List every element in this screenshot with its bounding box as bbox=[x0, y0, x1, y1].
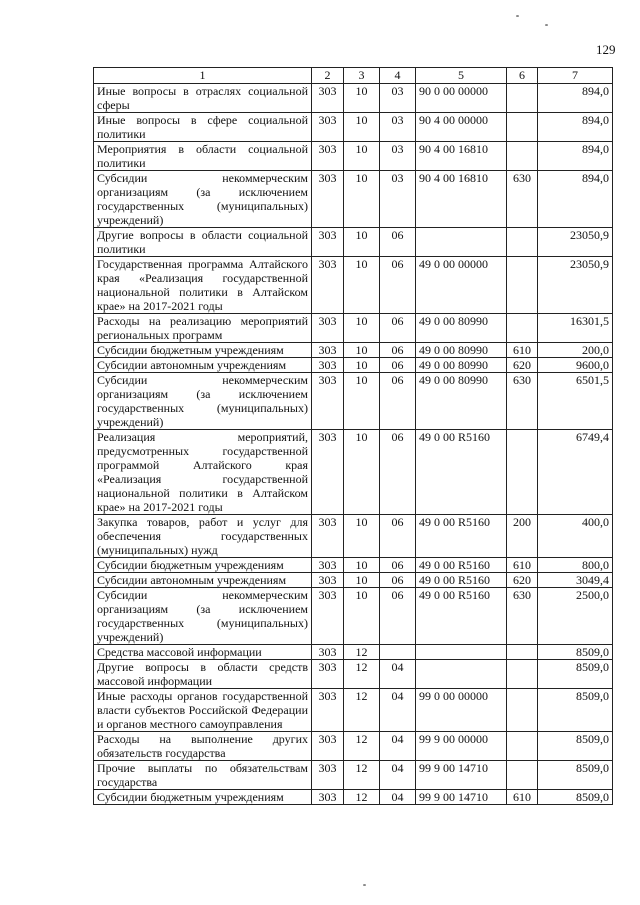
item-name-cell: Субсидии бюджетным учреждениям bbox=[94, 343, 312, 358]
table-row bbox=[94, 588, 613, 645]
admin-code-cell: 303 bbox=[312, 761, 344, 790]
target-article-cell bbox=[416, 645, 507, 660]
amount-cell: 8509,0 bbox=[538, 660, 613, 689]
table-row bbox=[94, 761, 613, 790]
expense-type-cell bbox=[507, 732, 538, 761]
target-article-cell: 49 0 00 R5160 bbox=[416, 515, 507, 558]
subsection-cell: 03 bbox=[380, 171, 416, 228]
item-name-cell: Средства массовой информации bbox=[94, 645, 312, 660]
target-article-cell: 49 0 00 80990 bbox=[416, 373, 507, 430]
target-article-cell: 49 0 00 80990 bbox=[416, 343, 507, 358]
section-cell: 10 bbox=[344, 373, 380, 430]
item-name-cell: Субсидии бюджетным учреждениям bbox=[94, 790, 312, 805]
section-cell: 12 bbox=[344, 689, 380, 732]
subsection-cell: 04 bbox=[380, 732, 416, 761]
table-row bbox=[94, 142, 613, 171]
expense-type-cell: 610 bbox=[507, 343, 538, 358]
expense-type-cell: 620 bbox=[507, 358, 538, 373]
subsection-cell: 06 bbox=[380, 314, 416, 343]
table-body bbox=[94, 84, 613, 805]
admin-code-cell: 303 bbox=[312, 732, 344, 761]
section-cell: 12 bbox=[344, 660, 380, 689]
amount-cell: 8509,0 bbox=[538, 645, 613, 660]
admin-code-cell: 303 bbox=[312, 113, 344, 142]
table-row bbox=[94, 660, 613, 689]
expense-type-cell: 630 bbox=[507, 588, 538, 645]
section-cell: 10 bbox=[344, 515, 380, 558]
item-name-cell: Иные вопросы в сфере социальной политики bbox=[94, 113, 312, 142]
expense-type-cell: 610 bbox=[507, 790, 538, 805]
amount-cell: 8509,0 bbox=[538, 689, 613, 732]
expense-type-cell bbox=[507, 761, 538, 790]
header-row bbox=[94, 68, 613, 84]
expense-type-cell bbox=[507, 113, 538, 142]
section-cell: 10 bbox=[344, 113, 380, 142]
header-cell: 5 bbox=[416, 68, 507, 84]
amount-cell: 894,0 bbox=[538, 171, 613, 228]
target-article-cell: 49 0 00 80990 bbox=[416, 314, 507, 343]
section-cell: 10 bbox=[344, 142, 380, 171]
amount-cell: 8509,0 bbox=[538, 761, 613, 790]
item-name-cell: Реализация мероприятий, предусмотренных государственной программой Алтайского края «Реализация государственной национальной политики в Алтайском крае» на 2017-2021 годы bbox=[94, 430, 312, 515]
admin-code-cell: 303 bbox=[312, 573, 344, 588]
expense-type-cell bbox=[507, 257, 538, 314]
table-row bbox=[94, 84, 613, 113]
subsection-cell: 04 bbox=[380, 761, 416, 790]
target-article-cell: 49 0 00 R5160 bbox=[416, 588, 507, 645]
amount-cell: 6501,5 bbox=[538, 373, 613, 430]
subsection-cell bbox=[380, 645, 416, 660]
section-cell: 12 bbox=[344, 790, 380, 805]
amount-cell: 894,0 bbox=[538, 84, 613, 113]
expense-type-cell bbox=[507, 430, 538, 515]
item-name-cell: Субсидии некоммерческим организациям (за исключением государственных (муниципальных) учреждений) bbox=[94, 171, 312, 228]
section-cell: 12 bbox=[344, 761, 380, 790]
header-cell: 7 bbox=[538, 68, 613, 84]
amount-cell: 3049,4 bbox=[538, 573, 613, 588]
admin-code-cell: 303 bbox=[312, 588, 344, 645]
table-row bbox=[94, 314, 613, 343]
subsection-cell: 03 bbox=[380, 113, 416, 142]
table-row bbox=[94, 228, 613, 257]
expense-type-cell bbox=[507, 142, 538, 171]
table-row bbox=[94, 689, 613, 732]
subsection-cell: 06 bbox=[380, 588, 416, 645]
section-cell: 10 bbox=[344, 588, 380, 645]
section-cell: 10 bbox=[344, 358, 380, 373]
amount-cell: 8509,0 bbox=[538, 790, 613, 805]
item-name-cell: Субсидии бюджетным учреждениям bbox=[94, 558, 312, 573]
target-article-cell: 49 0 00 80990 bbox=[416, 358, 507, 373]
expense-type-cell bbox=[507, 228, 538, 257]
budget-table bbox=[93, 67, 613, 805]
subsection-cell: 06 bbox=[380, 430, 416, 515]
section-cell: 10 bbox=[344, 257, 380, 314]
table-row bbox=[94, 171, 613, 228]
expense-type-cell bbox=[507, 314, 538, 343]
admin-code-cell: 303 bbox=[312, 84, 344, 113]
table-row bbox=[94, 515, 613, 558]
scan-speck bbox=[363, 884, 366, 886]
expense-type-cell: 620 bbox=[507, 573, 538, 588]
expense-type-cell: 200 bbox=[507, 515, 538, 558]
target-article-cell: 90 0 00 00000 bbox=[416, 84, 507, 113]
item-name-cell: Мероприятия в области социальной политики bbox=[94, 142, 312, 171]
section-cell: 10 bbox=[344, 573, 380, 588]
admin-code-cell: 303 bbox=[312, 358, 344, 373]
item-name-cell: Субсидии автономным учреждениям bbox=[94, 573, 312, 588]
admin-code-cell: 303 bbox=[312, 430, 344, 515]
item-name-cell: Иные вопросы в отраслях социальной сферы bbox=[94, 84, 312, 113]
amount-cell: 9600,0 bbox=[538, 358, 613, 373]
subsection-cell: 03 bbox=[380, 142, 416, 171]
admin-code-cell: 303 bbox=[312, 257, 344, 314]
table-row bbox=[94, 358, 613, 373]
target-article-cell: 49 0 00 00000 bbox=[416, 257, 507, 314]
admin-code-cell: 303 bbox=[312, 558, 344, 573]
target-article-cell: 99 9 00 00000 bbox=[416, 732, 507, 761]
admin-code-cell: 303 bbox=[312, 790, 344, 805]
subsection-cell: 04 bbox=[380, 660, 416, 689]
item-name-cell: Другие вопросы в области средств массовой информации bbox=[94, 660, 312, 689]
amount-cell: 23050,9 bbox=[538, 257, 613, 314]
amount-cell: 894,0 bbox=[538, 113, 613, 142]
expense-type-cell bbox=[507, 84, 538, 113]
table-row bbox=[94, 790, 613, 805]
subsection-cell: 04 bbox=[380, 790, 416, 805]
target-article-cell: 90 4 00 16810 bbox=[416, 142, 507, 171]
amount-cell: 894,0 bbox=[538, 142, 613, 171]
subsection-cell: 06 bbox=[380, 558, 416, 573]
header-cell: 6 bbox=[507, 68, 538, 84]
amount-cell: 400,0 bbox=[538, 515, 613, 558]
table-row bbox=[94, 257, 613, 314]
section-cell: 10 bbox=[344, 558, 380, 573]
section-cell: 10 bbox=[344, 228, 380, 257]
subsection-cell: 04 bbox=[380, 689, 416, 732]
page-number: 129 bbox=[596, 42, 616, 57]
item-name-cell: Иные расходы органов государственной власти субъектов Российской Федерации и органов местного самоуправления bbox=[94, 689, 312, 732]
admin-code-cell: 303 bbox=[312, 171, 344, 228]
admin-code-cell: 303 bbox=[312, 142, 344, 171]
target-article-cell: 90 4 00 16810 bbox=[416, 171, 507, 228]
table-row bbox=[94, 645, 613, 660]
target-article-cell: 49 0 00 R5160 bbox=[416, 430, 507, 515]
expense-type-cell bbox=[507, 689, 538, 732]
target-article-cell: 99 9 00 14710 bbox=[416, 790, 507, 805]
header-cell: 4 bbox=[380, 68, 416, 84]
subsection-cell: 06 bbox=[380, 515, 416, 558]
section-cell: 10 bbox=[344, 430, 380, 515]
target-article-cell: 90 4 00 00000 bbox=[416, 113, 507, 142]
item-name-cell: Прочие выплаты по обязательствам государства bbox=[94, 761, 312, 790]
expense-type-cell bbox=[507, 660, 538, 689]
expense-type-cell: 630 bbox=[507, 171, 538, 228]
item-name-cell: Субсидии автономным учреждениям bbox=[94, 358, 312, 373]
table-row bbox=[94, 113, 613, 142]
item-name-cell: Субсидии некоммерческим организациям (за исключением государственных (муниципальных) учреждений) bbox=[94, 588, 312, 645]
admin-code-cell: 303 bbox=[312, 645, 344, 660]
table-row bbox=[94, 373, 613, 430]
target-article-cell bbox=[416, 228, 507, 257]
amount-cell: 16301,5 bbox=[538, 314, 613, 343]
subsection-cell: 06 bbox=[380, 358, 416, 373]
header-cell: 2 bbox=[312, 68, 344, 84]
admin-code-cell: 303 bbox=[312, 373, 344, 430]
scan-speck bbox=[545, 24, 548, 26]
header-cell: 3 bbox=[344, 68, 380, 84]
subsection-cell: 06 bbox=[380, 573, 416, 588]
admin-code-cell: 303 bbox=[312, 660, 344, 689]
admin-code-cell: 303 bbox=[312, 228, 344, 257]
target-article-cell: 49 0 00 R5160 bbox=[416, 573, 507, 588]
table-row bbox=[94, 343, 613, 358]
amount-cell: 2500,0 bbox=[538, 588, 613, 645]
amount-cell: 800,0 bbox=[538, 558, 613, 573]
section-cell: 10 bbox=[344, 171, 380, 228]
admin-code-cell: 303 bbox=[312, 343, 344, 358]
item-name-cell: Другие вопросы в области социальной политики bbox=[94, 228, 312, 257]
section-cell: 12 bbox=[344, 732, 380, 761]
section-cell: 10 bbox=[344, 343, 380, 358]
table-row bbox=[94, 558, 613, 573]
subsection-cell: 03 bbox=[380, 84, 416, 113]
subsection-cell: 06 bbox=[380, 257, 416, 314]
subsection-cell: 06 bbox=[380, 228, 416, 257]
section-cell: 10 bbox=[344, 314, 380, 343]
table-row bbox=[94, 430, 613, 515]
subsection-cell: 06 bbox=[380, 373, 416, 430]
amount-cell: 23050,9 bbox=[538, 228, 613, 257]
target-article-cell: 99 0 00 00000 bbox=[416, 689, 507, 732]
admin-code-cell: 303 bbox=[312, 314, 344, 343]
target-article-cell: 99 9 00 14710 bbox=[416, 761, 507, 790]
amount-cell: 6749,4 bbox=[538, 430, 613, 515]
expense-type-cell: 610 bbox=[507, 558, 538, 573]
admin-code-cell: 303 bbox=[312, 689, 344, 732]
target-article-cell: 49 0 00 R5160 bbox=[416, 558, 507, 573]
section-cell: 10 bbox=[344, 84, 380, 113]
item-name-cell: Расходы на выполнение других обязательств государства bbox=[94, 732, 312, 761]
section-cell: 12 bbox=[344, 645, 380, 660]
table-row bbox=[94, 732, 613, 761]
scan-speck bbox=[516, 15, 519, 17]
expense-type-cell: 630 bbox=[507, 373, 538, 430]
amount-cell: 8509,0 bbox=[538, 732, 613, 761]
item-name-cell: Государственная программа Алтайского края «Реализация государственной национальной политики в Алтайском крае» на 2017-2021 годы bbox=[94, 257, 312, 314]
target-article-cell bbox=[416, 660, 507, 689]
header-cell: 1 bbox=[94, 68, 312, 84]
item-name-cell: Субсидии некоммерческим организациям (за исключением государственных (муниципальных) учреждений) bbox=[94, 373, 312, 430]
admin-code-cell: 303 bbox=[312, 515, 344, 558]
amount-cell: 200,0 bbox=[538, 343, 613, 358]
table-row bbox=[94, 573, 613, 588]
item-name-cell: Расходы на реализацию мероприятий региональных программ bbox=[94, 314, 312, 343]
expense-type-cell bbox=[507, 645, 538, 660]
subsection-cell: 06 bbox=[380, 343, 416, 358]
item-name-cell: Закупка товаров, работ и услуг для обеспечения государственных (муниципальных) нужд bbox=[94, 515, 312, 558]
